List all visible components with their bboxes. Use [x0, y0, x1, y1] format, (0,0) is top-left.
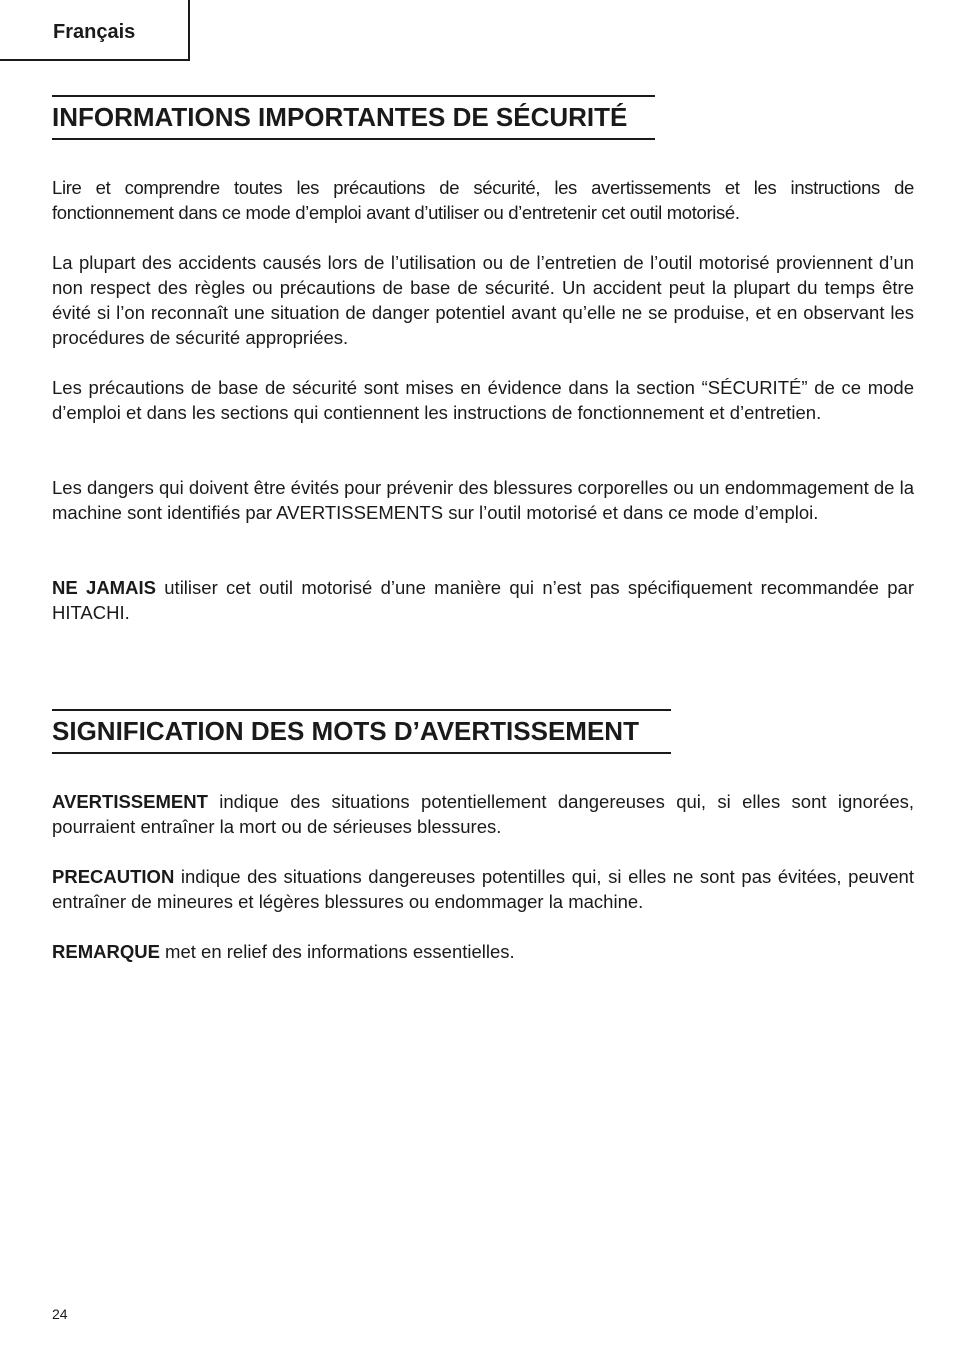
- dangers-paragraph: Les dangers qui doivent être évités pour prévenir des blessures corporelles ou un endommagement de la machine sont identifiés par AVERTISSEMENTS sur l’outil motorisé et dans ce mode d’emploi.: [52, 477, 914, 523]
- caution-text: indique des situations dangereuses potentilles qui, si elles ne sont pas évitées, peuvent entraîner de mineures et légères blessures ou endommager la machine.: [52, 866, 914, 912]
- caution-definition: [52, 864, 914, 914]
- never-paragraph: [52, 575, 914, 625]
- warning-definition: [52, 789, 914, 839]
- warning-term: AVERTISSEMENT: [52, 791, 208, 812]
- never-text: utiliser cet outil motorisé d’une manière qui n’est pas spécifiquement recommandée par HITACHI.: [52, 577, 914, 623]
- basic-precautions-paragraph: Les précautions de base de sécurité sont mises en évidence dans la section “SÉCURITÉ” de ce mode d’emploi et dans les sections qui contiennent les instructions de fonctionnement et d’entretien.: [52, 377, 914, 423]
- note-term: REMARQUE: [52, 941, 160, 962]
- accidents-paragraph: La plupart des accidents causés lors de l’utilisation ou de l’entretien de l’outil motorisé proviennent d’un non respect des règles ou précautions de base de sécurité. Un accident peut la plupart du temps être évité si l’on reconnaît une situation de danger potentiel avant qu’elle ne se produise, et en observant les procédures de sécurité appropriées.: [52, 252, 914, 348]
- language-tab: [0, 0, 190, 61]
- section-title-safety-info: INFORMATIONS IMPORTANTES DE SÉCURITÉ: [52, 95, 655, 140]
- note-text: met en relief des informations essentielles.: [159, 941, 515, 962]
- page-number: 24: [52, 1306, 68, 1322]
- note-definition: [52, 939, 914, 964]
- intro-paragraph: Lire et comprendre toutes les précautions de sécurité, les avertissements et les instructions de fonctionnement dans ce mode d’emploi avant d’utiliser ou d’entretenir cet outil motorisé.: [52, 177, 914, 223]
- section-title-warning-words: SIGNIFICATION DES MOTS D’AVERTISSEMENT: [52, 709, 671, 754]
- warning-text: indique des situations potentiellement dangereuses qui, si elles sont ignorées, pourraient entraîner la mort ou de sérieuses blessures.: [52, 791, 914, 837]
- language-label: Français: [53, 21, 136, 43]
- never-term: NE JAMAIS: [52, 577, 156, 598]
- caution-term: PRECAUTION: [52, 866, 175, 887]
